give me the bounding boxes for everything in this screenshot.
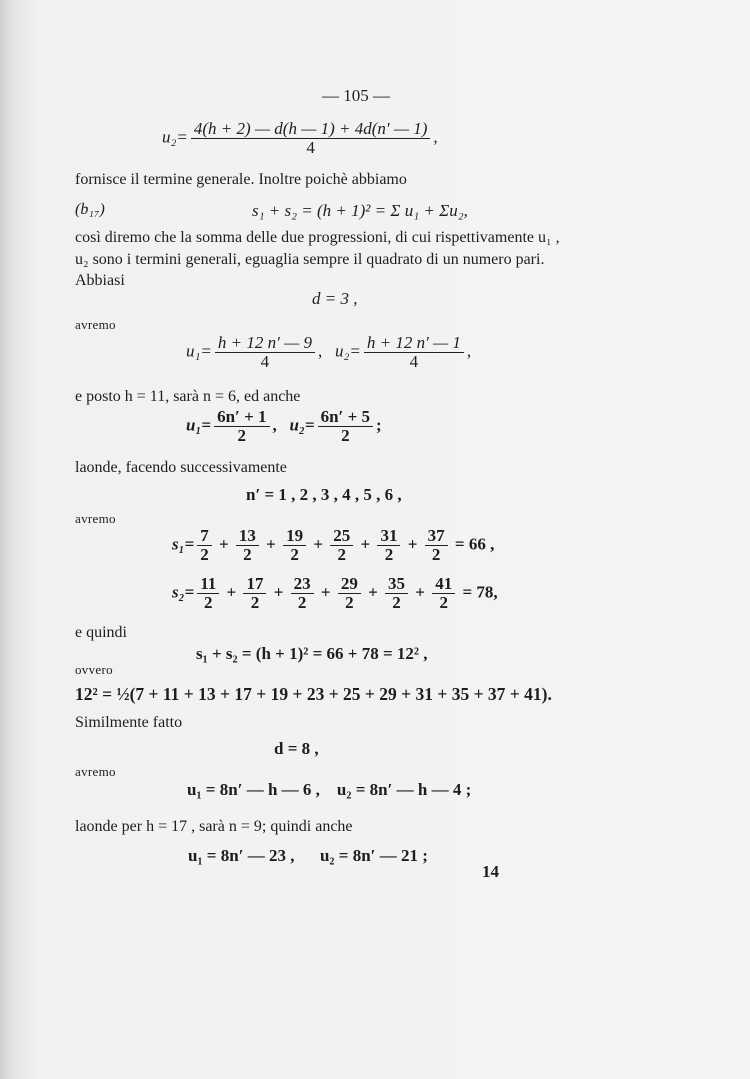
eq-numerator: 41 [432,575,455,594]
eq-denominator: 2 [341,426,350,445]
eq-denominator: 2 [392,593,401,612]
eq-denominator: 2 [297,593,307,612]
eq-lhs: s₂= [172,582,195,602]
eq-denominator: 2 [345,593,354,612]
equation-twelve-squared: 12² = ½(7 + 11 + 13 + 17 + 19 + 23 + 25 + 29 + 31 + 35 + 37 + 41). [75,684,552,704]
eq-denominator: 4 [409,352,419,371]
eq-lhs: u₁= [186,341,212,361]
equation-u1-u2 [186,334,471,371]
paragraph-text: u₂ sono i termini generali, eguaglia sempre il quadrato di un numero pari. [75,251,545,268]
equation-u1-u2-b [186,408,382,445]
eq-numerator: 17 [243,575,266,594]
eq-denominator: 2 [439,593,448,612]
eq-denominator: 2 [200,545,209,564]
eq-label: (b₁₇) [75,201,105,218]
eq-numerator: 6n′ + 5 [318,408,373,427]
eq-tail: ; [376,415,382,435]
eq-denominator: 2 [204,593,213,612]
equation-sum: s₁ + s₂ = (h + 1)² = 66 + 78 = 12² , [196,644,428,663]
eq-numerator: 19 [283,527,306,546]
eq-numerator: 6n′ + 1 [214,408,269,427]
signature-mark: 14 [482,862,499,881]
equation-b17 [252,201,468,221]
eq-denominator: 4 [306,138,315,157]
eq-sep: , [272,415,277,435]
eq-numerator: 29 [338,575,361,594]
eq-lhs: u₂= [289,415,315,435]
paragraph-text: avremo [75,764,116,779]
eq-numerator: h + 12 n′ — 1 [364,334,464,353]
eq-sep: , [317,341,323,361]
equation-u1-u2-d: u₁ = 8n′ — 23 , u₂ = 8n′ — 21 ; [188,846,428,865]
eq-numerator: 11 [197,575,219,594]
eq-expr: d = 3 , [312,289,358,308]
eq-numerator: 37 [425,527,448,546]
eq-denominator: 2 [243,545,252,564]
equation-label-b17 [75,201,105,219]
eq-denominator: 2 [384,545,394,564]
eq-numerator: 35 [385,575,408,594]
eq-rhs: = 66 , [454,534,495,554]
eq-lhs: s₁= [172,534,195,554]
eq-numerator: 23 [291,575,314,594]
equation-s2: s₂= $\frac{11}{2}$ + $\frac{17}{2}$ + $\frac{23}{2}$ + $\frac{29}{2}$ + $\frac{35}{2}$ + $\frac{41}{2}$ = 78, [172,574,498,612]
paragraph-text: laonde per h = 17 , sarà n = 9; quindi anche [75,818,353,835]
paragraph-text: Abbiasi [75,272,125,289]
eq-numerator: 7 [197,527,212,546]
eq-numerator: 25 [330,527,353,546]
equation-u1-u2-c: u₁ = 8n′ — h — 6 , u₂ = 8n′ — h — 4 ; [187,780,472,799]
eq-rhs: = 78, [462,582,498,602]
page-number: — 105 — [322,86,390,105]
eq-numerator: 4(h + 2) — d(h — 1) + 4d(n′ — 1) [191,120,430,139]
eq-denominator: 2 [250,593,260,612]
equation-d8: d = 8 , [274,739,319,758]
equation-d3 [312,289,357,309]
paragraph-text: e posto h = 11, sarà n = 6, ed anche [75,388,301,405]
eq-lhs: u₁= [186,415,212,435]
eq-numerator: 13 [236,527,259,546]
eq-tail: , [433,127,438,147]
equation-n-values: n′ = 1 , 2 , 3 , 4 , 5 , 6 , [246,485,402,504]
eq-tail: , [466,341,472,361]
eq-denominator: 2 [337,545,347,564]
eq-denominator: 2 [290,545,299,564]
paragraph-text: laonde, facendo successivamente [75,459,287,476]
equation-s1: s₁= $\frac{7}{2}$ + $\frac{13}{2}$ + $\frac{19}{2}$ + $\frac{25}{2}$ + $\frac{31}{2}$ + $\frac{37}{2}$ = 66 , [172,526,495,564]
eq-lhs: u₂= [334,341,361,361]
eq-lhs: u₂= [162,127,188,147]
eq-numerator: 31 [377,527,400,546]
paragraph-text: e quindi [75,624,127,641]
paragraph-text: avremo [75,511,116,526]
paragraph-text: Similmente fatto [75,714,183,731]
eq-denominator: 4 [260,352,270,371]
equation-u2 [162,120,438,157]
eq-denominator: 2 [431,545,441,564]
paragraph-text: fornisce il termine generale. Inoltre poichè abbiamo [75,171,407,188]
eq-numerator: h + 12 n′ — 9 [215,334,315,353]
paragraph-text: così diremo che la somma delle due progressioni, di cui rispettivamente u₁ , [75,229,560,246]
paragraph-text: avremo [75,317,116,332]
eq-denominator: 2 [237,426,247,445]
eq-expr: s₁ + s₂ = (h + 1)² = Σ u₁ + Σu₂, [252,201,468,220]
paragraph-text: ovvero [75,662,113,677]
